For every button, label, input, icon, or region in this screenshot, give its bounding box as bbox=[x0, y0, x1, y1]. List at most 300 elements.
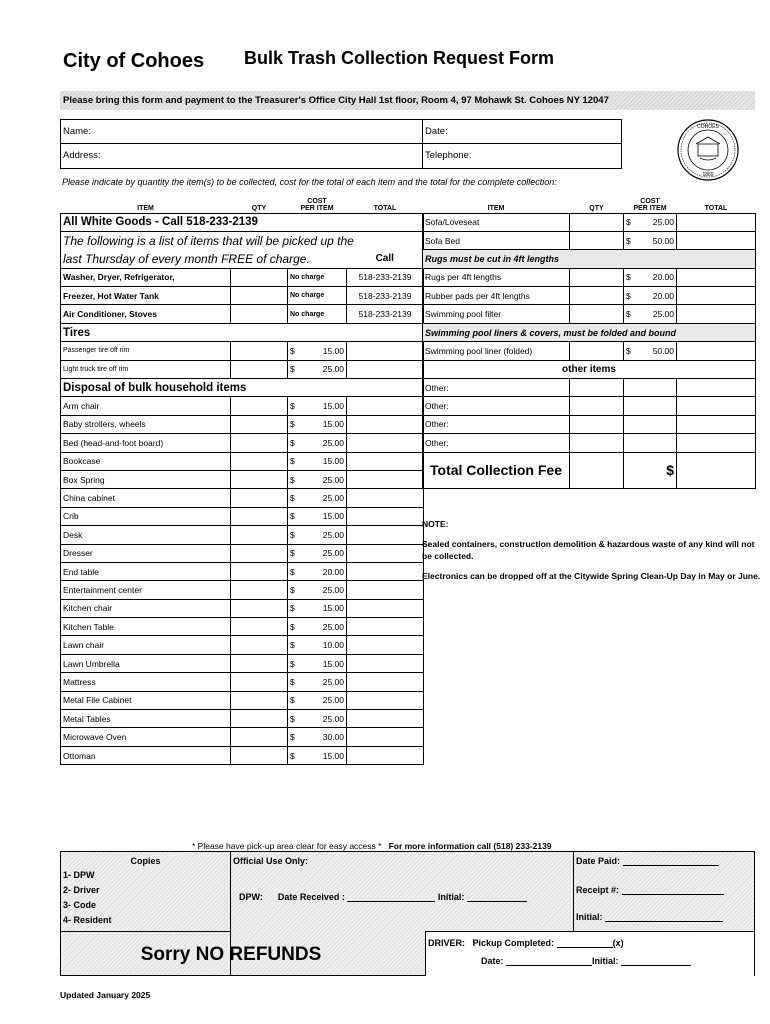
qty-cell[interactable] bbox=[231, 489, 288, 507]
item-name: Freezer, Hot Water Tank bbox=[61, 287, 231, 305]
item-name: Air Conditioner, Stoves bbox=[61, 305, 231, 323]
total-row bbox=[423, 452, 756, 488]
currency-symbol: $ bbox=[626, 235, 631, 246]
column-headers-right bbox=[423, 193, 756, 213]
item-name: Washer, Dryer, Refrigerator, bbox=[61, 268, 231, 286]
qty-cell[interactable] bbox=[231, 470, 288, 488]
item-name: Metal File Cabinet bbox=[61, 691, 231, 709]
total-qty-cell[interactable] bbox=[570, 452, 624, 488]
currency-symbol: $ bbox=[290, 713, 295, 724]
cost-per-item bbox=[288, 691, 347, 709]
item-name: Dresser bbox=[61, 544, 231, 562]
currency-symbol: $ bbox=[290, 511, 295, 522]
item-row bbox=[61, 581, 424, 599]
cost-per-item bbox=[288, 710, 347, 728]
cost-per-item bbox=[288, 636, 347, 654]
price-value: 25.00 bbox=[322, 474, 344, 485]
total-cell[interactable] bbox=[347, 746, 424, 764]
cost-per-item bbox=[288, 599, 347, 617]
driver-initial-label: Initial: bbox=[592, 956, 619, 966]
form-title: Bulk Trash Collection Request Form bbox=[244, 48, 555, 68]
qty-cell[interactable] bbox=[231, 654, 288, 672]
currency-symbol: $ bbox=[290, 419, 295, 430]
item-row bbox=[61, 360, 424, 378]
price-value: 25.00 bbox=[322, 713, 344, 724]
item-name: Box Spring bbox=[61, 470, 231, 488]
qty-cell[interactable] bbox=[231, 746, 288, 764]
item-row bbox=[423, 268, 756, 286]
item-row bbox=[61, 434, 424, 452]
qty-cell[interactable] bbox=[570, 434, 624, 452]
dpw-initial-line[interactable] bbox=[467, 901, 527, 902]
total-collection-fee-label: Total Collection Fee bbox=[423, 452, 570, 488]
pickup-line[interactable] bbox=[557, 947, 613, 948]
copies-label: Copies bbox=[130, 856, 161, 866]
address-field[interactable]: Address: bbox=[63, 150, 101, 161]
total-cell[interactable] bbox=[347, 415, 424, 433]
qty-cell[interactable] bbox=[231, 710, 288, 728]
currency-symbol: $ bbox=[290, 493, 295, 504]
qty-cell[interactable] bbox=[231, 526, 288, 544]
currency-symbol: $ bbox=[290, 566, 295, 577]
dpw-initial-label: Initial: bbox=[437, 892, 465, 902]
currency-symbol: $ bbox=[290, 548, 295, 559]
seal-top-text: COHOES bbox=[697, 124, 719, 130]
date-phone-box bbox=[422, 119, 622, 169]
col-total-right: TOTAL bbox=[704, 205, 728, 212]
total-cell[interactable] bbox=[347, 434, 424, 452]
total-cell[interactable] bbox=[347, 342, 424, 360]
price-value: 25.00 bbox=[322, 529, 344, 540]
total-cell[interactable] bbox=[347, 470, 424, 488]
total-cell[interactable] bbox=[347, 618, 424, 636]
call-label: Call bbox=[347, 250, 424, 268]
total-cell[interactable] bbox=[347, 562, 424, 580]
col-item-right: ITEM bbox=[487, 205, 505, 212]
call-number: 518-233-2139 bbox=[347, 287, 424, 305]
other-label[interactable]: Other: bbox=[423, 415, 570, 433]
price-value: 15.00 bbox=[322, 750, 344, 761]
cost-per-item bbox=[288, 728, 347, 746]
item-row bbox=[61, 544, 424, 562]
white-goods-header: All White Goods - Call 518-233-2139 bbox=[61, 213, 424, 231]
item-row bbox=[61, 562, 424, 580]
total-cell[interactable] bbox=[347, 397, 424, 415]
cost-per-item bbox=[288, 489, 347, 507]
note-electronics: Electronics can be dropped off at the Citywide Spring Clean-Up Day in May or June. bbox=[422, 571, 761, 581]
total-cell[interactable] bbox=[677, 231, 756, 249]
cost-per-item: No charge bbox=[288, 287, 347, 305]
total-cell[interactable] bbox=[347, 673, 424, 691]
qty-cell[interactable] bbox=[231, 691, 288, 709]
qty-cell[interactable] bbox=[570, 379, 624, 397]
col-cost: COST PER ITEM bbox=[300, 197, 334, 212]
pool-header: Swimming pool liners & covers, must be folded and bound bbox=[423, 323, 756, 341]
item-name: Rubber pads per 4ft lengths bbox=[423, 287, 570, 305]
item-name: Sofa Bed bbox=[423, 231, 570, 249]
cost-per-item bbox=[288, 397, 347, 415]
item-name: Passenger tire off rim bbox=[61, 342, 231, 360]
other-row bbox=[423, 379, 756, 397]
item-name: Lawn Umbrella bbox=[61, 654, 231, 672]
qty-cell[interactable] bbox=[231, 581, 288, 599]
item-name: Mattress bbox=[61, 673, 231, 691]
name-field[interactable]: Name: bbox=[61, 120, 422, 144]
col-qty-right: QTY bbox=[589, 205, 604, 212]
qty-cell[interactable] bbox=[570, 287, 624, 305]
total-cell[interactable] bbox=[347, 507, 424, 525]
city-seal-icon bbox=[676, 118, 740, 182]
price-value: 20.00 bbox=[652, 272, 674, 283]
price-value: 15.00 bbox=[322, 658, 344, 669]
currency-symbol: $ bbox=[290, 345, 295, 356]
item-name: Ottoman bbox=[61, 746, 231, 764]
cost-per-item bbox=[288, 544, 347, 562]
item-name: Crib bbox=[61, 507, 231, 525]
cost-per-item bbox=[288, 654, 347, 672]
currency-symbol: $ bbox=[290, 401, 295, 412]
price-value: 50.00 bbox=[652, 235, 674, 246]
qty-cell[interactable] bbox=[231, 452, 288, 470]
qty-cell[interactable] bbox=[231, 434, 288, 452]
item-row bbox=[423, 231, 756, 249]
cost-per-item: No charge bbox=[288, 305, 347, 323]
col-cost-right: COST PER ITEM bbox=[633, 197, 667, 212]
copy-code: 3- Code bbox=[63, 900, 97, 910]
qty-cell[interactable] bbox=[231, 599, 288, 617]
total-cell[interactable] bbox=[347, 544, 424, 562]
currency-symbol: $ bbox=[290, 474, 295, 485]
cost-per-item bbox=[288, 618, 347, 636]
cost-per-item bbox=[624, 342, 677, 360]
qty-cell[interactable] bbox=[231, 305, 288, 323]
total-cell[interactable] bbox=[677, 213, 756, 231]
instructions-banner bbox=[60, 91, 755, 110]
item-row bbox=[61, 636, 424, 654]
tires-header: Tires bbox=[61, 323, 424, 341]
item-row bbox=[61, 654, 424, 672]
item-row bbox=[61, 710, 424, 728]
pickup-label: Pickup Completed: bbox=[472, 938, 555, 948]
copy-dpw: 1- DPW bbox=[63, 870, 95, 880]
cost-per-item bbox=[624, 305, 677, 323]
currency-symbol: $ bbox=[290, 732, 295, 743]
item-name: Sofa/Loveseat bbox=[423, 213, 570, 231]
currency-symbol: $ bbox=[290, 750, 295, 761]
item-name: Microwave Oven bbox=[61, 728, 231, 746]
price-value: 25.00 bbox=[652, 217, 674, 228]
item-row bbox=[61, 489, 424, 507]
qty-cell[interactable] bbox=[570, 305, 624, 323]
col-total: TOTAL bbox=[373, 205, 397, 212]
price-value: 15.00 bbox=[322, 419, 344, 430]
total-cell[interactable] bbox=[347, 728, 424, 746]
total-cell[interactable] bbox=[347, 710, 424, 728]
item-name: Bed (head-and-foot board) bbox=[61, 434, 231, 452]
qty-cell[interactable] bbox=[231, 636, 288, 654]
qty-cell[interactable] bbox=[231, 397, 288, 415]
currency-symbol: $ bbox=[290, 695, 295, 706]
column-headers bbox=[61, 193, 424, 213]
currency-symbol: $ bbox=[290, 603, 295, 614]
updated-date: Updated January 2025 bbox=[60, 990, 151, 1000]
price-value: 25.00 bbox=[322, 493, 344, 504]
total-cell[interactable] bbox=[677, 268, 756, 286]
official-use-box bbox=[60, 851, 755, 976]
copy-driver: 2- Driver bbox=[63, 885, 100, 895]
total-cell[interactable] bbox=[677, 305, 756, 323]
qty-cell[interactable] bbox=[231, 342, 288, 360]
qty-cell[interactable] bbox=[231, 268, 288, 286]
item-name: Arm chair bbox=[61, 397, 231, 415]
total-cell[interactable] bbox=[677, 342, 756, 360]
item-name: Rugs per 4ft lengths bbox=[423, 268, 570, 286]
dpw-label: DPW: bbox=[239, 892, 263, 902]
total-cell[interactable] bbox=[347, 599, 424, 617]
white-goods-row bbox=[61, 287, 424, 305]
cost-per-item: No charge bbox=[288, 268, 347, 286]
footer-note bbox=[192, 841, 552, 851]
qty-cell[interactable] bbox=[231, 618, 288, 636]
price-value: 20.00 bbox=[322, 566, 344, 577]
qty-cell[interactable] bbox=[231, 562, 288, 580]
item-name: End table bbox=[61, 562, 231, 580]
note-label: NOTE: bbox=[422, 519, 449, 529]
right-items-table bbox=[422, 193, 756, 489]
currency-symbol: $ bbox=[290, 640, 295, 651]
price-value: 25.00 bbox=[322, 585, 344, 595]
item-name: Lawn chair bbox=[61, 636, 231, 654]
cost-per-item bbox=[288, 507, 347, 525]
item-row bbox=[61, 452, 424, 470]
copy-resident: 4- Resident bbox=[63, 915, 112, 925]
driver-label: DRIVER: bbox=[428, 938, 466, 948]
qty-cell[interactable] bbox=[570, 397, 624, 415]
item-row bbox=[61, 599, 424, 617]
item-row bbox=[61, 397, 424, 415]
price-value: 25.00 bbox=[322, 676, 344, 687]
currency-symbol: $ bbox=[626, 290, 631, 301]
info-phone: For more information call (518) 233-2139 bbox=[388, 841, 552, 851]
x-mark: (x) bbox=[612, 938, 624, 948]
household-header: Disposal of bulk household items bbox=[61, 379, 424, 397]
price-value: 25.00 bbox=[322, 437, 344, 448]
seal-year: 1869 bbox=[702, 172, 714, 178]
date-received-label: Date Received : bbox=[277, 892, 345, 902]
item-name: Swimming pool liner (folded) bbox=[423, 342, 570, 360]
currency-symbol: $ bbox=[290, 676, 295, 687]
item-name: Entertainment center bbox=[61, 581, 231, 599]
rugs-header: Rugs must be cut in 4ft lengths bbox=[423, 250, 756, 268]
price-value: 25.00 bbox=[652, 309, 674, 320]
note-hazardous: Sealed containers, construction demolition & hazardous waste of any kind will not be collected. bbox=[422, 539, 755, 561]
other-label[interactable]: Other: bbox=[423, 434, 570, 452]
payment-initial-label: Initial: bbox=[576, 912, 603, 922]
white-goods-note-1: The following is a list of items that will be picked up the bbox=[61, 231, 424, 249]
item-row bbox=[61, 470, 424, 488]
cost-per-item[interactable] bbox=[624, 434, 677, 452]
currency-symbol: $ bbox=[290, 621, 295, 632]
receipt-label: Receipt #: bbox=[576, 885, 620, 895]
item-name: Bookcase bbox=[61, 452, 231, 470]
qty-cell[interactable] bbox=[231, 728, 288, 746]
total-cell[interactable] bbox=[677, 287, 756, 305]
driver-section bbox=[425, 931, 754, 976]
total-cell[interactable] bbox=[347, 360, 424, 378]
white-goods-row bbox=[61, 268, 424, 286]
white-goods-row bbox=[61, 305, 424, 323]
qty-cell[interactable] bbox=[570, 415, 624, 433]
cost-per-item bbox=[288, 673, 347, 691]
cost-per-item bbox=[288, 342, 347, 360]
price-value: 15.00 bbox=[322, 401, 344, 412]
col-qty: QTY bbox=[251, 205, 267, 212]
driver-date-label: Date: bbox=[481, 956, 504, 966]
currency-symbol: $ bbox=[626, 345, 631, 356]
notes-section bbox=[422, 518, 762, 590]
item-row bbox=[61, 526, 424, 544]
price-value: 30.00 bbox=[322, 732, 344, 743]
currency-symbol: $ bbox=[290, 364, 295, 375]
currency-symbol: $ bbox=[290, 437, 295, 448]
currency-symbol: $ bbox=[626, 217, 631, 228]
cost-per-item bbox=[288, 562, 347, 580]
total-fee-cell[interactable] bbox=[677, 452, 756, 488]
cost-per-item bbox=[288, 526, 347, 544]
call-number: 518-233-2139 bbox=[347, 268, 424, 286]
cost-per-item[interactable] bbox=[624, 415, 677, 433]
cost-per-item bbox=[624, 231, 677, 249]
other-row bbox=[423, 434, 756, 452]
item-row bbox=[423, 287, 756, 305]
item-row bbox=[423, 305, 756, 323]
total-cell[interactable] bbox=[677, 397, 756, 415]
item-name: China cabinet bbox=[61, 489, 231, 507]
qty-cell[interactable] bbox=[231, 415, 288, 433]
telephone-field[interactable]: Telephone: bbox=[425, 150, 472, 161]
item-row bbox=[61, 415, 424, 433]
qty-cell[interactable] bbox=[231, 673, 288, 691]
other-label[interactable]: Other: bbox=[423, 379, 570, 397]
item-row bbox=[423, 342, 756, 360]
cost-per-item bbox=[288, 415, 347, 433]
total-cell[interactable] bbox=[677, 415, 756, 433]
total-cell[interactable] bbox=[677, 434, 756, 452]
currency-symbol: $ bbox=[626, 272, 631, 283]
item-name: Kitchen chair bbox=[61, 599, 231, 617]
item-row bbox=[61, 342, 424, 360]
currency-symbol: $ bbox=[290, 529, 295, 540]
price-value: 10.00 bbox=[322, 640, 344, 651]
qty-cell[interactable] bbox=[231, 360, 288, 378]
price-value: 25.00 bbox=[322, 548, 344, 559]
driver-date-line[interactable] bbox=[506, 965, 592, 966]
price-value: 50.00 bbox=[652, 345, 674, 356]
item-row bbox=[61, 691, 424, 709]
cost-per-item bbox=[288, 746, 347, 764]
price-value: 15.00 bbox=[322, 456, 344, 467]
no-refunds: Sorry NO REFUNDS bbox=[61, 931, 231, 977]
price-value: 15.00 bbox=[322, 345, 344, 356]
cost-per-item bbox=[624, 268, 677, 286]
qty-cell[interactable] bbox=[231, 287, 288, 305]
currency-symbol: $ bbox=[290, 585, 295, 595]
cost-per-item[interactable] bbox=[624, 397, 677, 415]
currency-symbol: $ bbox=[626, 309, 631, 320]
cost-per-item bbox=[288, 470, 347, 488]
price-value: 15.00 bbox=[322, 511, 344, 522]
currency-symbol: $ bbox=[290, 658, 295, 669]
date-paid-label: Date Paid: bbox=[576, 856, 621, 866]
date-received-line[interactable] bbox=[347, 901, 435, 902]
item-name: Desk bbox=[61, 526, 231, 544]
qty-cell[interactable] bbox=[231, 507, 288, 525]
cost-per-item[interactable] bbox=[624, 379, 677, 397]
item-row bbox=[61, 507, 424, 525]
price-value: 25.00 bbox=[322, 364, 344, 375]
left-items-table bbox=[60, 193, 424, 765]
qty-cell[interactable] bbox=[570, 213, 624, 231]
item-row bbox=[423, 213, 756, 231]
total-cell[interactable] bbox=[347, 654, 424, 672]
date-paid-line[interactable] bbox=[623, 865, 719, 866]
instructions-text: Please indicate by quantity the item(s) to be collected, cost for the total of each item and the total for the complete collection: bbox=[62, 177, 557, 187]
total-cell[interactable] bbox=[677, 379, 756, 397]
price-value: 15.00 bbox=[322, 603, 344, 614]
price-value: 20.00 bbox=[652, 290, 674, 301]
access-note: * Please have pick-up area clear for easy access * bbox=[192, 841, 382, 851]
total-cell[interactable] bbox=[347, 636, 424, 654]
item-row bbox=[61, 618, 424, 636]
total-currency: $ bbox=[624, 452, 677, 488]
cost-per-item bbox=[624, 287, 677, 305]
banner-text: Please bring this form and payment to the Treasurer's Office City Hall 1st floor, Room 4, 97 Mohawk St. Cohoes NY 12047 bbox=[63, 95, 609, 106]
qty-cell[interactable] bbox=[570, 342, 624, 360]
total-cell[interactable] bbox=[347, 452, 424, 470]
cost-per-item bbox=[288, 434, 347, 452]
payment-initial-line[interactable] bbox=[605, 921, 723, 922]
col-item: ITEM bbox=[137, 205, 154, 212]
total-cell[interactable] bbox=[347, 581, 424, 599]
item-row bbox=[61, 673, 424, 691]
other-row bbox=[423, 415, 756, 433]
qty-cell[interactable] bbox=[570, 268, 624, 286]
other-label[interactable]: Other: bbox=[423, 397, 570, 415]
item-name: Light truck tire off rim bbox=[61, 360, 231, 378]
name-address-box bbox=[60, 119, 423, 169]
item-row bbox=[61, 728, 424, 746]
qty-cell[interactable] bbox=[570, 231, 624, 249]
qty-cell[interactable] bbox=[231, 544, 288, 562]
currency-symbol: $ bbox=[290, 456, 295, 467]
date-field[interactable]: Date: bbox=[423, 120, 621, 144]
item-name: Swimming pool filter bbox=[423, 305, 570, 323]
cost-per-item bbox=[288, 360, 347, 378]
total-cell[interactable] bbox=[347, 489, 424, 507]
white-goods-note-2: last Thursday of every month FREE of charge. bbox=[61, 250, 347, 268]
price-value: 25.00 bbox=[322, 695, 344, 706]
item-name: Kitchen Table bbox=[61, 618, 231, 636]
official-use-label: Official Use Only: bbox=[233, 856, 309, 866]
driver-initial-line[interactable] bbox=[621, 965, 691, 966]
item-name: Baby strollers, wheels bbox=[61, 415, 231, 433]
cost-per-item bbox=[624, 213, 677, 231]
price-value: 25.00 bbox=[322, 621, 344, 632]
total-cell[interactable] bbox=[347, 691, 424, 709]
receipt-line[interactable] bbox=[622, 894, 724, 895]
total-cell[interactable] bbox=[347, 526, 424, 544]
other-row bbox=[423, 397, 756, 415]
